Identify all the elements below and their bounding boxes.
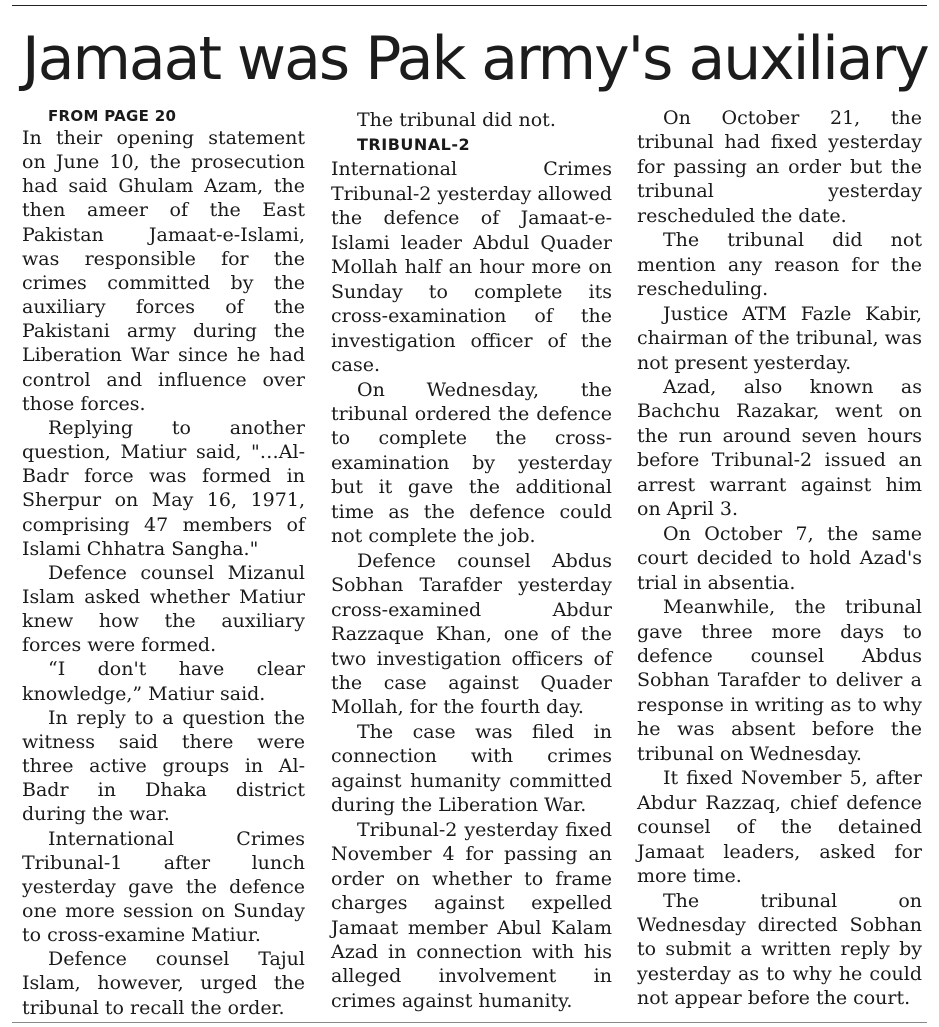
kicker: FROM PAGE 20	[48, 107, 177, 125]
paragraph: Azad, also known as Bachchu Razakar, went on the run around seven hours before Tribunal-2 issued an arrest warrant against him on April 3.	[637, 375, 922, 521]
subhead: TRIBUNAL-2	[357, 135, 471, 155]
headline: Jamaat was Pak army's auxiliary	[22, 24, 928, 94]
top-rule	[12, 5, 927, 6]
paragraph: The tribunal on Wednesday directed Sobhan to submit a written reply by yesterday as to why he could not appear before the court.	[637, 889, 922, 1010]
paragraph: The case was filed in connection with crimes against humanity committed during the Liberation War.	[331, 720, 612, 817]
column-1	[22, 106, 305, 1020]
bottom-rule	[12, 1022, 927, 1023]
paragraph: In their opening statement on June 10, the prosecution had said Ghulam Azam, the then ameer of the East Pakistan Jamaat-e-Islami, was responsible for the crimes committed by the auxiliary forces of the Pakistani army during the Liberation War since he had control and influence over those forces.	[22, 127, 305, 415]
paragraph: In reply to a question the witness said there were three active groups in Al-Badr in Dhaka district during the war.	[22, 706, 305, 826]
paragraph: On October 7, the same court decided to hold Azad's trial in absentia.	[637, 522, 922, 594]
paragraph: Defence counsel Mizanul Islam asked whether Matiur knew how the auxiliary forces were formed.	[22, 561, 305, 657]
paragraph: “I don't have clear knowledge,” Matiur said.	[22, 658, 305, 705]
paragraph: On October 21, the tribunal had fixed yesterday for passing an order but the tribunal yesterday rescheduled the date.	[637, 107, 922, 227]
paragraph: On Wednesday, the tribunal ordered the defence to complete the cross-examination by yesterday but it gave the additional time as the defence could not complete the job.	[331, 378, 612, 548]
paragraph: Defence counsel Abdus Sobhan Tarafder yesterday cross-examined Abdur Razzaque Khan, one of the two investigation officers of the case against Quader Mollah, for the fourth day.	[331, 549, 612, 719]
column-2	[331, 106, 612, 1013]
paragraph: International Crimes Tribunal-2 yesterday allowed the defence of Jamaat-e-Islami leader Abdul Quader Mollah half an hour more on Sunday to complete its cross-examination of the investigation officer of the case.	[331, 158, 612, 377]
paragraph: Replying to another question, Matiur said, "…Al-Badr force was formed in Sherpur on May 16, 1971, comprising 47 members of Islami Chhatra Sangha."	[22, 416, 305, 560]
paragraph: Tribunal-2 yesterday fixed November 4 for passing an order on whether to frame charges against expelled Jamaat member Abul Kalam Azad in connection with his alleged involvement in crimes against humanity.	[331, 818, 612, 1012]
paragraph: The tribunal did not mention any reason for the rescheduling.	[637, 229, 922, 301]
paragraph: Defence counsel Tajul Islam, however, urged the tribunal to recall the order.	[22, 948, 305, 1019]
paragraph: Justice ATM Fazle Kabir, chairman of the tribunal, was not present yesterday.	[637, 302, 922, 374]
column-3	[637, 106, 922, 1011]
paragraph: International Crimes Tribunal-1 after lunch yesterday gave the defence one more session on Sunday to cross-examine Matiur.	[22, 827, 305, 947]
paragraph: It fixed November 5, after Abdur Razzaq, chief defence counsel of the detained Jamaat leaders, asked for more time.	[637, 767, 922, 888]
paragraph: Meanwhile, the tribunal gave three more days to defence counsel Abdus Sobhan Tarafder to deliver a response in writing as to why he was absent before the tribunal on Wednesday.	[637, 596, 922, 765]
paragraph: The tribunal did not.	[357, 109, 556, 131]
